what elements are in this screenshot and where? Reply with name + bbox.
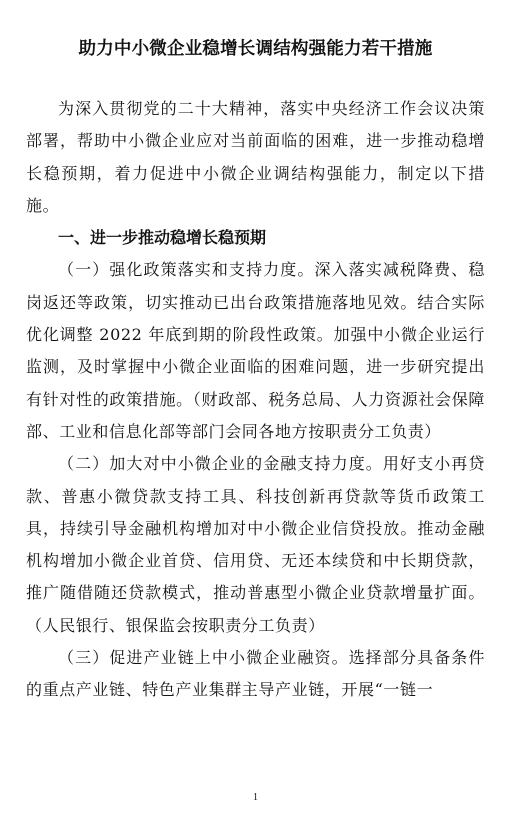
measure-item-2-lead: （二）加大对中小微企业的金融支持力度。 xyxy=(58,454,383,474)
document-title: 助力中小微企业稳增长调结构强能力若干措施 xyxy=(78,39,433,59)
measure-item-1-body: 深入落实减税降费、稳岗返还等政策，切实推动已出台政策措施落地见效。结合实际优化调整 2022 年底到期的阶段性政策。加强中小微企业运行监测，及时掌握中小微企业面临的困难问题，进一步研究提出有针对性的政策措施。（财政部、税务总局、人力资源社会保障部、工业和信息化部等部门会同各地方按职责分工负责） xyxy=(26,260,485,441)
measure-item-3-body: 选择部分具备条件的重点产业链、特色产业集群主导产业链，开展“一链一 xyxy=(26,648,485,700)
section-heading: 一、进一步推动稳增长稳预期 xyxy=(58,228,267,248)
intro-paragraph: 为深入贯彻党的二十大精神，落实中央经济工作会议决策部署，帮助中小微企业应对当前面临的困难，进一步推动稳增长稳预期，着力促进中小微企业调结构强能力，制定以下措施。 xyxy=(26,99,485,215)
page-number: 1 xyxy=(253,792,258,803)
measure-item-2-body: 用好支小再贷款、普惠小微贷款支持工具、科技创新再贷款等货币政策工具，持续引导金融机构增加对中小微企业信贷投放。推动金融机构增加小微企业首贷、信用贷、无还本续贷和中长期贷款，推广随借随还贷款模式，推动普惠型小微企业贷款增量扩面。（人民银行、银保监会按职责分工负责） xyxy=(26,454,485,635)
measure-item-3 xyxy=(26,642,485,707)
measure-item-1 xyxy=(26,254,485,448)
measure-item-1-lead: （一）强化政策落实和支持力度。 xyxy=(58,260,315,280)
measure-item-2 xyxy=(26,448,485,642)
measure-item-3-lead: （三）促进产业链上中小微企业融资。 xyxy=(58,648,349,668)
